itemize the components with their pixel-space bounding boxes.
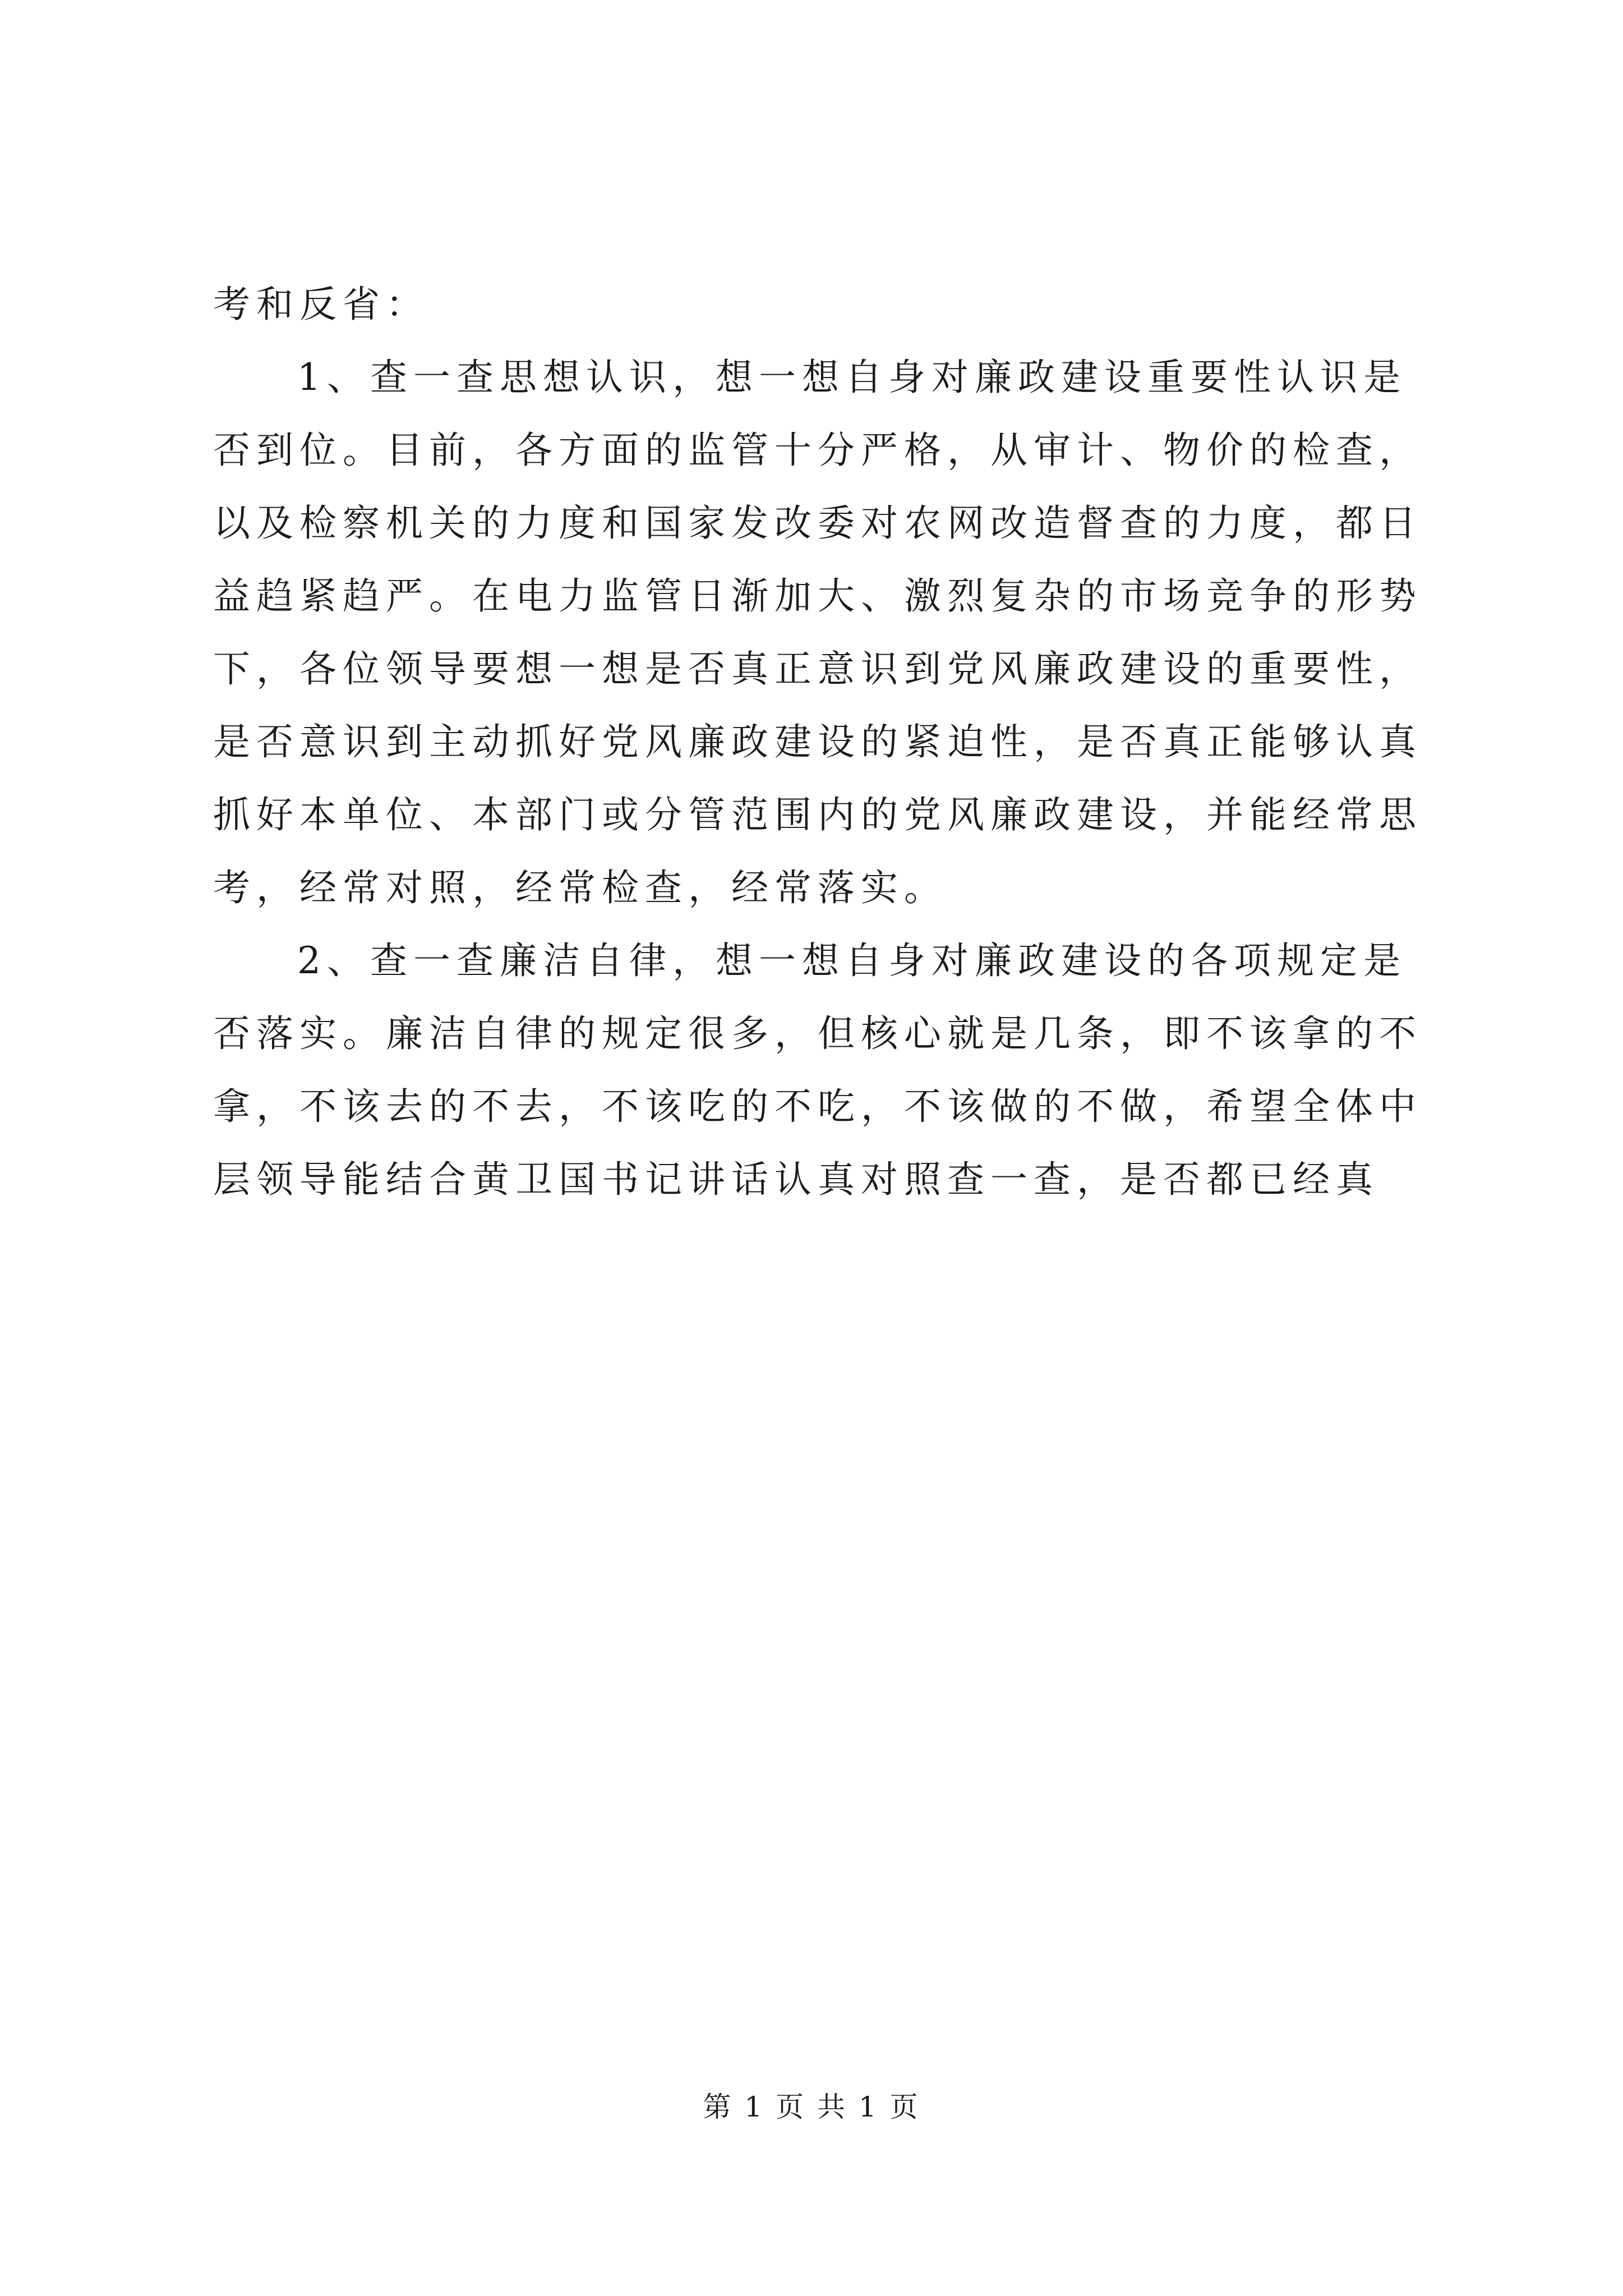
text-line: 考和反省： [213, 283, 429, 326]
text-line: 益趋紧趋严。在电力监管日渐加大、激烈复杂的市场竞争的形势 [213, 574, 1422, 618]
text-line: 层领导能结合黄卫国书记讲话认真对照查一查，是否都已经真 [213, 1158, 1379, 1201]
document-body [213, 268, 1424, 1216]
text-line: 拿，不该去的不去，不该吃的不吃，不该做的不做，希望全体中 [213, 1085, 1422, 1128]
page-footer: 第 1 页 共 1 页 [703, 2091, 920, 2123]
text-line: 否落实。廉洁自律的规定很多，但核心就是几条，即不该拿的不 [213, 1012, 1422, 1055]
text-line: 是否意识到主动抓好党风廉政建设的紧迫性，是否真正能够认真 [213, 720, 1422, 763]
text-line: 下，各位领导要想一想是否真正意识到党风廉政建设的重要性， [213, 647, 1422, 691]
text-line: 抓好本单位、本部门或分管范围内的党风廉政建设，并能经常思 [213, 793, 1422, 836]
paragraph-2-first-line: 2、查一查廉洁自律，想一想自身对廉政建设的各项规定是 [297, 939, 1407, 982]
text-line: 否到位。目前，各方面的监管十分严格，从审计、物价的检查， [213, 429, 1422, 472]
paragraph-1-first-line: 1、查一查思想认识，想一想自身对廉政建设重要性认识是 [297, 356, 1407, 399]
text-line: 以及检察机关的力度和国家发改委对农网改造督查的力度，都日 [213, 501, 1422, 545]
text-line: 考，经常对照，经常检查，经常落实。 [213, 866, 947, 909]
